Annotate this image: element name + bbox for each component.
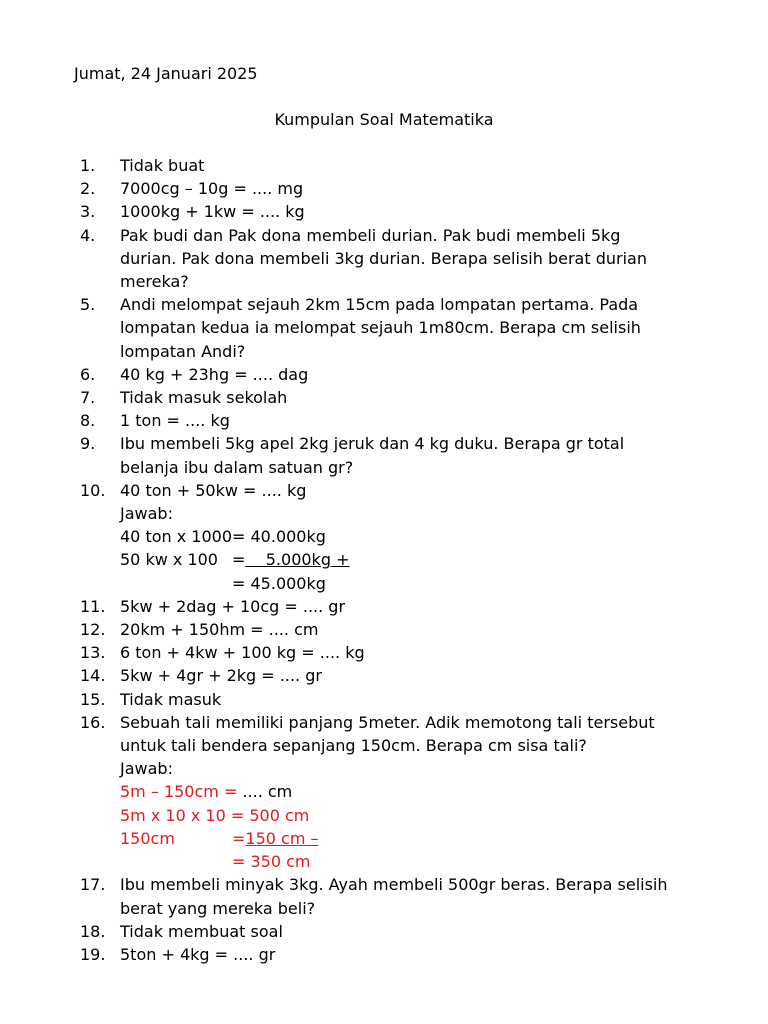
question-item: [74, 873, 694, 919]
question-text-line: 7000cg – 10g = .... mg: [120, 179, 304, 199]
question-text-line: 40 kg + 23hg = .... dag: [120, 364, 309, 384]
answer-line: 5m x 10 x 10 = 500 cm: [120, 805, 310, 825]
question-text-line: 1 ton = .... kg: [120, 411, 230, 431]
question-number: 17.: [80, 875, 106, 895]
question-text-line: Tidak membuat soal: [120, 921, 283, 941]
question-number: 18.: [80, 921, 106, 941]
question-list: [74, 154, 694, 966]
question-text-line: untuk tali bendera sepanjang 150cm. Berapa cm sisa tali?: [120, 736, 587, 756]
answer-result: = 45.000kg: [232, 573, 326, 593]
question-number: 12.: [80, 620, 106, 640]
question-text-line: Sebuah tali memiliki panjang 5meter. Adik memotong tali tersebut: [120, 712, 655, 732]
question-item: [74, 711, 694, 873]
question-text-line: 5kw + 2dag + 10cg = .... gr: [120, 596, 346, 616]
question-number: 5.: [80, 295, 96, 315]
question-item: [74, 595, 694, 618]
answer-left: 50 kw x 100: [120, 550, 218, 570]
question-number: 4.: [80, 225, 96, 245]
question-item: [74, 200, 694, 223]
question-item: [74, 943, 694, 966]
question-text-line: mereka?: [120, 272, 189, 292]
question-number: 19.: [80, 944, 106, 964]
answer-line: [120, 780, 694, 803]
question-text-line: Tidak masuk sekolah: [120, 388, 288, 408]
question-number: 9.: [80, 434, 96, 454]
question-text-line: Tidak buat: [120, 156, 205, 175]
answer-line: 40 ton x 1000= 40.000kg: [120, 527, 326, 547]
question-item: [74, 432, 694, 478]
answer-left: 150cm: [120, 828, 175, 848]
question-number: 8.: [80, 411, 96, 431]
question-text-line: Ibu membeli minyak 3kg. Ayah membeli 500gr beras. Berapa selisih: [120, 875, 668, 895]
answer-line: [120, 827, 694, 850]
question-text-line: berat yang mereka beli?: [120, 898, 316, 918]
question-text-line: 5ton + 4kg = .... gr: [120, 944, 276, 964]
question-number: 13.: [80, 643, 106, 663]
question-number: 10.: [80, 480, 106, 500]
question-item: [74, 386, 694, 409]
question-text-line: durian. Pak dona membeli 3kg durian. Berapa selisih berat durian: [120, 248, 647, 268]
answer-label: Jawab:: [120, 759, 173, 779]
question-item: [74, 920, 694, 943]
question-item: [74, 664, 694, 687]
question-text-line: Tidak masuk: [120, 689, 222, 709]
question-item: [74, 177, 694, 200]
question-text-line: Pak budi dan Pak dona membeli durian. Pak budi membeli 5kg: [120, 225, 621, 245]
answer-line: [120, 548, 694, 571]
question-number: 6.: [80, 364, 96, 384]
question-text-line: lompatan Andi?: [120, 341, 246, 361]
question-text-line: 6 ton + 4kw + 100 kg = .... kg: [120, 643, 365, 663]
question-text-line: 5kw + 4gr + 2kg = .... gr: [120, 666, 322, 686]
question-text-line: lompatan kedua ia melompat sejauh 1m80cm. Berapa cm selisih: [120, 318, 641, 338]
question-text-line: 40 ton + 50kw = .... kg: [120, 480, 307, 500]
question-item: [74, 154, 694, 177]
question-item: [74, 479, 694, 595]
question-item: [74, 224, 694, 294]
answer-sum-underlined: 5.000kg +: [245, 550, 350, 570]
question-item: [74, 641, 694, 664]
question-item: [74, 409, 694, 432]
question-text-line: 1000kg + 1kw = .... kg: [120, 202, 305, 222]
document-title: Kumpulan Soal Matematika: [274, 110, 494, 129]
question-number: 14.: [80, 666, 106, 686]
question-item: [74, 688, 694, 711]
question-number: 7.: [80, 388, 96, 408]
question-item: [74, 293, 694, 363]
answer-blank: .... cm: [242, 782, 293, 802]
question-number: 3.: [80, 202, 96, 222]
answer-red-text: 5m – 150cm =: [120, 782, 243, 802]
question-number: 15.: [80, 689, 106, 709]
answer-equals: =: [232, 550, 246, 570]
document-date: Jumat, 24 Januari 2025: [74, 64, 258, 83]
answer-label: Jawab:: [120, 504, 173, 524]
question-text-line: 20km + 150hm = .... cm: [120, 620, 319, 640]
question-number: 11.: [80, 596, 106, 616]
question-number: 16.: [80, 712, 106, 732]
question-item: [74, 618, 694, 641]
question-text-line: Ibu membeli 5kg apel 2kg jeruk dan 4 kg duku. Berapa gr total: [120, 434, 625, 454]
question-text-line: Andi melompat sejauh 2km 15cm pada lompatan pertama. Pada: [120, 295, 639, 315]
question-number: 2.: [80, 179, 96, 199]
answer-equals: =: [232, 828, 246, 848]
answer-sub-underlined: 150 cm –: [245, 828, 319, 848]
question-item: [74, 363, 694, 386]
question-text-line: belanja ibu dalam satuan gr?: [120, 457, 354, 477]
question-number: 1.: [80, 156, 96, 175]
answer-result: = 350 cm: [232, 852, 311, 872]
